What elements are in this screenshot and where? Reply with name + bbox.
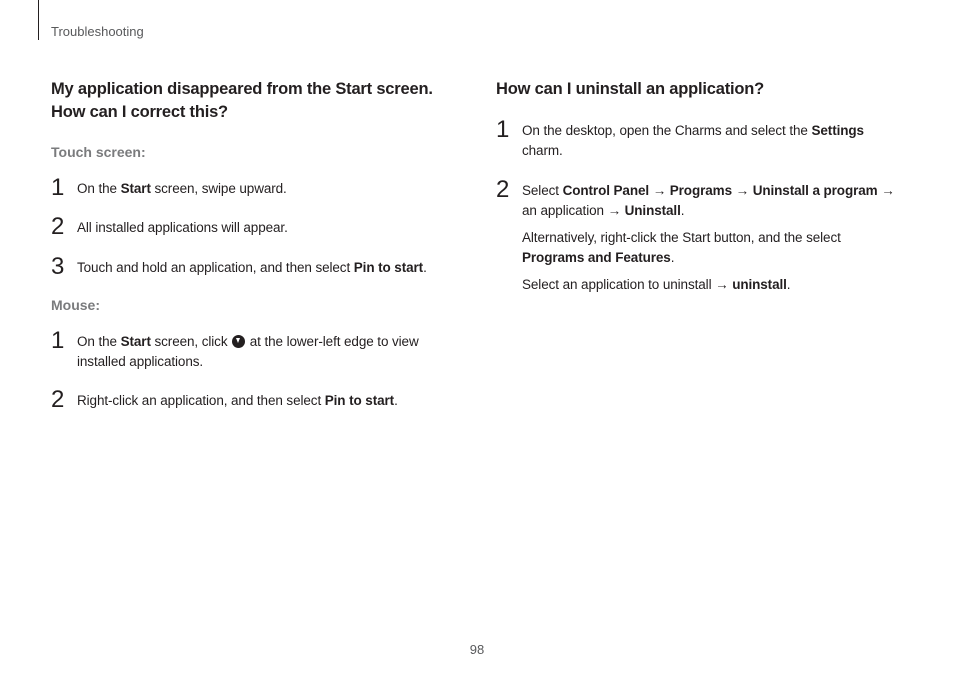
left-heading-line2: How can I correct this? bbox=[51, 103, 228, 121]
step-text: On the bbox=[77, 334, 121, 349]
arrow-text: → bbox=[731, 183, 753, 198]
step-text: On the desktop, open the Charms and select the bbox=[522, 123, 812, 138]
step-bold: Settings bbox=[811, 123, 864, 138]
uninstall-step-1 bbox=[496, 116, 902, 161]
touch-step-3 bbox=[51, 253, 451, 280]
step-bold: uninstall bbox=[732, 277, 787, 292]
step-bold: Start bbox=[120, 181, 151, 196]
touch-screen-label: Touch screen: bbox=[51, 144, 146, 160]
step-bold: Uninstall bbox=[624, 203, 681, 218]
step-number: 2 bbox=[51, 213, 65, 240]
step-text: screen, click bbox=[150, 334, 232, 349]
page-number: 98 bbox=[469, 642, 485, 657]
step-text: . bbox=[394, 393, 398, 408]
step-number: 1 bbox=[51, 174, 65, 201]
step-text: Right-click an application, and then select bbox=[77, 393, 325, 408]
step-number: 1 bbox=[496, 116, 510, 143]
step-number: 2 bbox=[51, 386, 65, 413]
step-bold: Uninstall a program bbox=[752, 183, 878, 198]
step-text: . bbox=[786, 277, 791, 292]
step-text: . bbox=[670, 250, 675, 265]
step-text: at the lower-left edge to view installed applications. bbox=[77, 334, 419, 369]
step-text: . bbox=[423, 260, 427, 275]
step-text: . bbox=[680, 203, 685, 218]
touch-step-2 bbox=[51, 213, 451, 240]
step-bold: Start bbox=[120, 334, 151, 349]
step-text: Select bbox=[522, 183, 563, 198]
right-heading: How can I uninstall an application? bbox=[496, 80, 765, 98]
mouse-label: Mouse: bbox=[51, 297, 100, 313]
arrow-text: → bbox=[649, 183, 670, 198]
header-rule bbox=[38, 0, 39, 40]
mouse-step-2 bbox=[51, 386, 451, 413]
step-text: On the bbox=[77, 181, 121, 196]
step-number: 1 bbox=[51, 327, 65, 354]
step-bold: Programs bbox=[669, 183, 732, 198]
step-text: charm. bbox=[522, 143, 563, 158]
step-bold: Pin to start bbox=[324, 393, 395, 408]
right-column bbox=[496, 78, 916, 295]
alternative-paragraph bbox=[496, 228, 882, 268]
left-heading-line1: My application disappeared from the Start screen. bbox=[51, 80, 433, 98]
uninstall-step-2 bbox=[496, 176, 907, 221]
select-uninstall-paragraph bbox=[496, 275, 916, 295]
mouse-step-1 bbox=[51, 327, 451, 372]
apps-arrow-icon bbox=[232, 335, 245, 348]
step-text: screen, swipe upward. bbox=[150, 181, 287, 196]
step-text: Select an application to uninstall → bbox=[522, 277, 733, 292]
step-number: 2 bbox=[496, 176, 510, 203]
step-text: → an application → bbox=[522, 183, 895, 218]
step-bold: Programs and Features bbox=[522, 250, 671, 265]
left-heading bbox=[51, 78, 451, 124]
step-number: 3 bbox=[51, 253, 65, 280]
touch-step-1 bbox=[51, 174, 451, 201]
step-text: Alternatively, right-click the Start button, and the select bbox=[522, 230, 841, 245]
section-label: Troubleshooting bbox=[51, 24, 144, 39]
step-text: Touch and hold an application, and then select bbox=[77, 260, 354, 275]
step-bold: Control Panel bbox=[562, 183, 650, 198]
step-bold: Pin to start bbox=[353, 260, 424, 275]
step-text: All installed applications will appear. bbox=[77, 220, 288, 235]
left-column bbox=[51, 78, 451, 411]
